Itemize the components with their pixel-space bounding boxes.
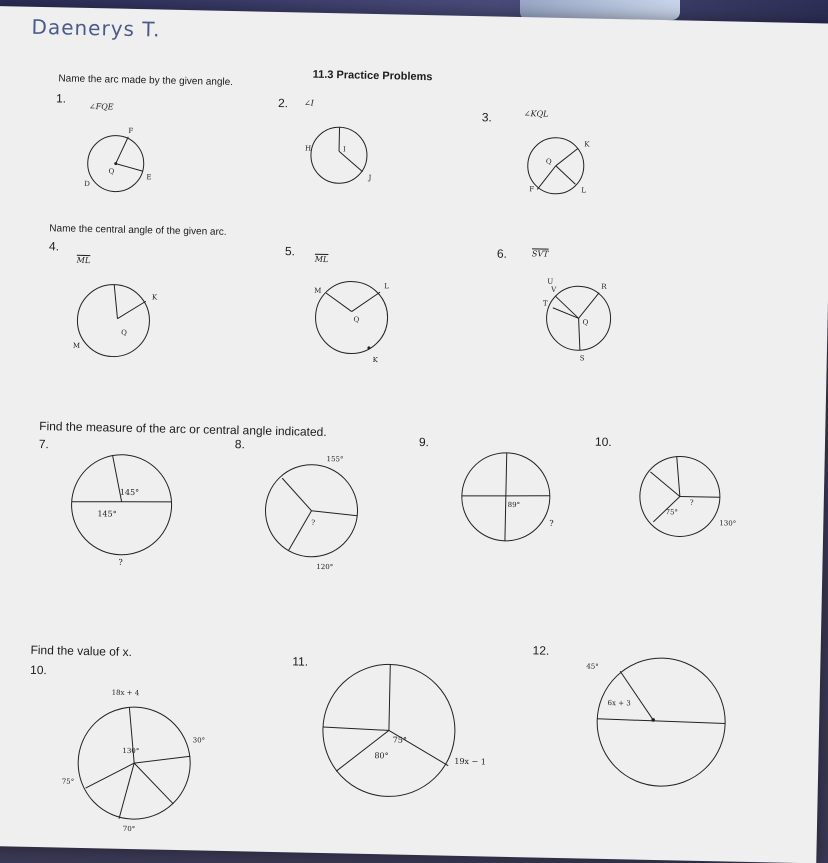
label-L: L <box>384 282 389 291</box>
section3-instruction: Find the measure of the arc or central angle indicated. <box>39 419 327 440</box>
problem10b-number: 10. <box>29 662 47 678</box>
value-unknown: ? <box>118 557 123 567</box>
value-unknown: ? <box>689 498 694 507</box>
value-89: 89° <box>507 500 521 510</box>
value-80: 80° <box>374 751 389 761</box>
problem10-circle-diagram <box>635 452 757 554</box>
label-K: K <box>372 356 378 365</box>
problem12-circle-diagram <box>578 656 751 790</box>
label-H: H <box>304 144 312 153</box>
value-155: 155° <box>326 455 344 464</box>
student-name: Daenerys T. <box>31 14 161 42</box>
section1-instruction: Name the arc made by the given angle. <box>58 73 234 89</box>
problem5-circle-diagram <box>307 275 409 367</box>
value-130: 130° <box>122 746 140 756</box>
problem11-circle-diagram <box>315 657 488 821</box>
label-F: F <box>529 185 535 194</box>
value-145-b: 145° <box>97 509 117 519</box>
label-K: K <box>584 140 590 149</box>
label-K: K <box>151 293 158 302</box>
value-30: 30° <box>192 736 206 745</box>
problem7-circle-diagram <box>58 447 190 570</box>
value-unknown: ? <box>311 518 316 527</box>
section4-instruction: Find the value of x. <box>30 642 133 660</box>
value-130: 130° <box>719 519 737 528</box>
label-Q: Q <box>545 157 552 166</box>
worksheet-title: 11.3 Practice Problems <box>312 68 433 84</box>
value-expr: 6x + 3 <box>607 699 631 708</box>
label-L: L <box>581 186 587 195</box>
label-U: U <box>547 277 554 286</box>
label-Q: Q <box>108 167 115 176</box>
section2-instruction: Name the central angle of the given arc. <box>49 223 227 238</box>
value-120: 120° <box>316 562 334 572</box>
problem12-number: 12. <box>532 643 550 658</box>
label-V: V <box>551 285 557 294</box>
label-D: D <box>84 179 91 189</box>
value-45: 45° <box>586 662 599 671</box>
label-J: J <box>368 173 372 182</box>
problem4-number: 4. <box>48 239 60 254</box>
problem11-number: 11. <box>292 654 309 669</box>
worksheet-paper <box>0 6 828 863</box>
value-unknown: ? <box>549 518 554 528</box>
problem1-number: 1. <box>55 91 67 106</box>
label-E: E <box>146 173 152 182</box>
value-75: 75° <box>392 735 407 745</box>
value-75: 75° <box>665 508 679 517</box>
problem9-number: 9. <box>418 434 430 450</box>
label-Q: Q <box>353 315 360 324</box>
label-S: S <box>579 354 585 363</box>
problem3-prompt: ∠KQL <box>523 109 549 119</box>
problem2-prompt: ∠I <box>303 98 315 108</box>
label-Q: Q <box>582 318 589 327</box>
label-M: M <box>314 286 322 295</box>
value-70: 70° <box>122 824 136 834</box>
problem3-circle-diagram <box>515 129 607 211</box>
problem6-number: 6. <box>496 246 508 261</box>
problem5-prompt: $\overline{ML}$ <box>314 254 329 265</box>
label-F: F <box>128 126 134 135</box>
problem8-circle-diagram <box>258 452 380 574</box>
value-75: 75° <box>61 777 75 786</box>
problem3-number: 3. <box>481 110 492 125</box>
problem6-circle-diagram <box>532 275 634 367</box>
label-Q: Q <box>121 328 128 337</box>
problem10-number: 10. <box>594 434 612 450</box>
problem4-circle-diagram <box>70 278 172 370</box>
value-expr: 19x − 1 <box>454 756 486 767</box>
label-T: T <box>542 299 548 308</box>
problem9-circle-diagram <box>453 448 575 560</box>
problem2-circle-diagram <box>300 120 392 202</box>
problem8-number: 8. <box>234 437 246 452</box>
label-I: I <box>342 145 346 154</box>
problem7-number: 7. <box>38 437 49 452</box>
value-expr: 18x + 4 <box>111 688 140 698</box>
problem1-circle-diagram <box>80 128 172 210</box>
problem6-prompt: $\overline{SVT}$ <box>531 249 549 259</box>
value-145-a: 145° <box>119 487 140 498</box>
label-R: R <box>601 282 607 291</box>
problem10b-circle-diagram <box>61 684 234 838</box>
problem4-prompt: $\overline{ML}$ <box>76 255 91 266</box>
label-M: M <box>72 341 81 350</box>
problem1-prompt: ∠FQE <box>88 102 114 112</box>
problem5-number: 5. <box>284 244 296 259</box>
problem2-number: 2. <box>277 95 289 111</box>
